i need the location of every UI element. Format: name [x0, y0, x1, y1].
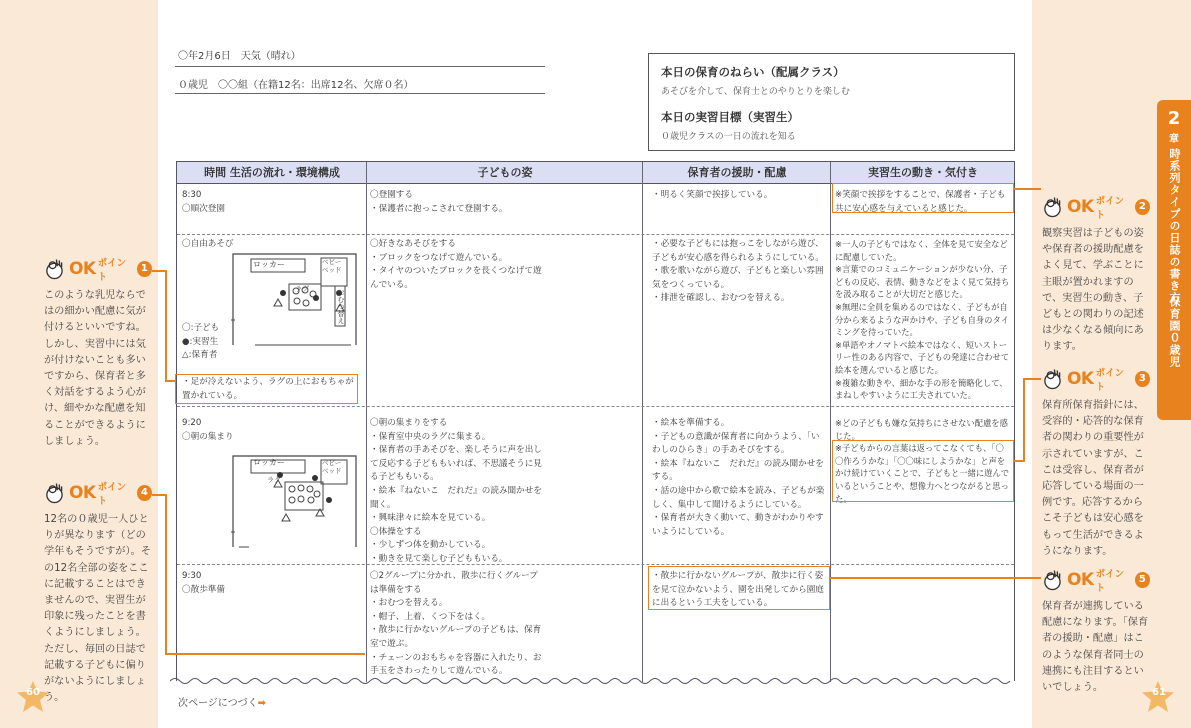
class-info: ０歳児 〇〇組（在籍12名：出席12名、欠席０名） [178, 80, 414, 91]
list-item: ※無理に全員を集めるのではなく、子どもが自分から来るような声かけや、子ども自身のタイミングを待っていた。 [835, 301, 1009, 338]
row2-child [370, 238, 542, 292]
list-item: ・チェーンのおもちゃを容器に入れたり、お手玉をさわったりして遊んでいる。 [370, 652, 542, 677]
list-item: ※言葉でのコミュニケーションが少ない分、子どもの反応、表情、動きなどをよく見て気持ちを汲み取ることが大切だと感じた。 [835, 264, 1010, 300]
ok-label: ポイント [97, 482, 127, 507]
diary-table [176, 161, 1015, 681]
aims-box [648, 53, 1015, 151]
legend-student: ●:実習生 [182, 336, 219, 347]
list-item: ・排泄を確認し、おむつを替える。 [652, 293, 790, 304]
ok-number: 3 [1135, 371, 1150, 387]
ok-point-1 [44, 252, 152, 450]
list-item: ※単語やオノマトペ絵本ではなく、短いストーリー性のある内容で、子どもの発達に合わせて絵本を選んでいると感じた。 [835, 339, 1010, 375]
ok-word: OK [1066, 369, 1094, 389]
list-item: ・散歩に行かないグループの子どもは、保育室で遊ぶ。 [370, 625, 542, 649]
connector [1023, 378, 1041, 380]
aim-title-student: 本日の実習目標（実習生） [661, 110, 799, 124]
list-item: ※笑顔で挨拶をすることで、保護者・子ども共に安心感を与えていると感じた。 [835, 190, 1006, 214]
list-item: ※どの子どもも嫌な気持ちにさせない配慮を感じた。 [835, 418, 1008, 441]
row1-flow: 〇順次登園 [182, 203, 225, 214]
header-child: 子どもの姿 [477, 166, 533, 179]
header-student: 実習生の動き・気付き [868, 166, 978, 179]
legend-teacher: △:保育者 [182, 350, 218, 361]
connector [152, 270, 166, 272]
diagram-legend [182, 322, 242, 363]
wavy-cut-line [170, 676, 1020, 686]
locker-label: ロッカー [253, 458, 285, 467]
list-item: ※子どもからの言葉は返ってこなくても、「〇〇作ろうかな」「〇〇味にしようかな」と声をかけ続けていくことで、子どもと一緒に遊んでいるということや、想像力へとつながると思った。 [835, 443, 1010, 504]
ok-hand-icon [1042, 565, 1063, 595]
page-number-left: 60 [26, 687, 40, 698]
header-teacher: 保育者の援助・配慮 [687, 166, 787, 179]
continue-label: 次ページにつづく [178, 698, 258, 709]
ok-text: 保育者が連携している配慮になります。「保育者の援助・配慮」はこのような保育者同士の連携にも注目するといいでしょう。 [1042, 601, 1149, 694]
list-item: ・保育室中央のラグに集まる。 [370, 431, 491, 442]
list-item: ・ブロックをつなげて遊んでいる。 [370, 252, 508, 263]
ok-word: OK [1066, 197, 1094, 217]
divider [175, 66, 545, 67]
list-item: 〇登園する [370, 190, 413, 200]
ok-hand-icon [1042, 364, 1063, 394]
aim-text-class: あそびを介して、保育士とのやりとりを楽しむ [661, 87, 850, 97]
highlight-box-5 [648, 566, 830, 610]
ok-point-5 [1042, 563, 1150, 696]
row2-teacher [652, 238, 828, 306]
column-divider [830, 162, 831, 682]
connector [1014, 188, 1041, 190]
chapter-tab [1157, 100, 1191, 420]
ok-number: 4 [137, 485, 152, 501]
ok-point-2 [1042, 190, 1150, 356]
header-time-flow: 時間 生活の流れ・環境構成 [204, 166, 340, 179]
ok-label: ポイント [97, 258, 127, 283]
list-item: ※複雑な動きや、細かな手の形を簡略化して、まねしやすいように工夫されていた。 [835, 377, 1008, 401]
list-item: 〇2グループに分かれ、散歩に行くグループは準備をする [370, 571, 538, 595]
list-item: ・話の途中から歌で絵本を読み、子どもが楽しく、集中して聞けるようにしている。 [652, 485, 825, 510]
continue-next-page [178, 694, 266, 709]
row4-flow: 〇散歩準備 [182, 584, 225, 595]
row4-child [370, 570, 546, 679]
list-item: ・少しずつ体を動かしている。 [370, 540, 491, 551]
diaper-label: おむつ替え [337, 289, 345, 324]
ok-text: 観察実習は子どもの姿や保育者の援助配慮をよく見て、学ぶことに主眼が置かれますので、実習生の動き、子どもとの関わりの記述は少なくなる傾向にあります。 [1042, 228, 1144, 353]
chapter-number: 2 [1167, 108, 1181, 129]
rug-label: ラグ [267, 476, 281, 484]
list-item: ・おむつを替える。 [370, 598, 448, 609]
list-item: 〇好きなあそびをする [370, 239, 456, 249]
connector [165, 380, 175, 382]
row-divider [177, 564, 1014, 565]
list-item: ・明るく笑顔で挨拶している。 [652, 190, 773, 200]
list-item: ・保護者に抱っこされて登園する。 [370, 203, 508, 214]
row3-teacher [652, 417, 828, 539]
row1-teacher [652, 189, 827, 203]
bed-label: ベビーベッド [322, 258, 342, 274]
row4-time: 9:30 [182, 571, 202, 581]
highlight-box-1 [175, 374, 358, 404]
ok-label: ポイント [1095, 368, 1125, 393]
ok-hand-icon [44, 254, 65, 284]
ok-text: このような乳児ならではの細かい配慮に気が付けるといいですね。しかし、実習中には気が付けないことも多いですから、保育者と多く対話をするよう心がけ、細やかな配慮を知ることができるようにしましょう。 [44, 290, 146, 447]
ok-text: 保育所保育指針には、受容的・応答的な保育者の関わりの重要性が示されていますが、ここは受容し、保育者が応答している場面の一例です。応答するからこそ子どもは安心感をもって生活ができるようになります。 [1042, 400, 1144, 557]
rug-label: ラグ [295, 285, 309, 293]
connector [165, 270, 167, 380]
list-item: ・必要な子どもには抱っこをしながら遊び、子どもが安心感を得られるようにしている。 [652, 239, 824, 263]
table-header [177, 162, 1014, 184]
row-divider [177, 234, 1014, 235]
list-item: 〇体操をする [370, 526, 422, 537]
row1-time-flow [182, 189, 362, 216]
connector [152, 494, 166, 496]
row4-time-flow [182, 570, 362, 597]
list-item: ・タイヤのついたブロックを長くつなげて遊んでいる。 [370, 266, 542, 290]
highlight-box-3 [832, 440, 1014, 502]
ok-text: 12名の０歳児一人ひとりが異なります（どの学年もそうですが）。その12名全部の姿をここに記載することはできませんので、実習生が印象に残ったことを書くようにしましょう。ただし、毎回の日誌で記載する子どもに偏りがないようにしましょう。 [44, 514, 151, 704]
legend-child: 〇:子ども [182, 323, 220, 333]
arrow-right-icon: ➡ [257, 698, 266, 709]
locker-label: ロッカー [253, 260, 285, 269]
ok-word: OK [68, 259, 96, 279]
list-item: ・興味津々に絵本を見ている。 [370, 513, 491, 524]
chapter-title: 時系列タイプの日誌の書き方 [1168, 148, 1181, 304]
list-item: ・保育者の手あそびを、楽しそうに声を出して反応する子どももいれば、不思議そうに見る子どももいる。 [370, 445, 542, 483]
row3-time-flow [182, 417, 362, 444]
list-item: ・散歩に行かないグループが、散歩に行く姿を見て泣かないよう、園を出発してから園庭に出るという工夫をしている。 [652, 571, 824, 609]
divider [175, 93, 545, 94]
row2-note: ・足が冷えないよう、ラグの上におもちゃが置かれている。 [182, 377, 354, 401]
row2-flow: 〇自由あそび [182, 239, 234, 249]
list-item: ・帽子、上着、くつ下をはく。 [370, 611, 491, 622]
aim-title-class: 本日の保育のねらい（配属クラス） [661, 65, 845, 79]
row3-time: 9:20 [182, 418, 202, 428]
connector [165, 653, 365, 655]
diary-date: 〇年2月6日 天気（晴れ） [178, 51, 301, 62]
chapter-subtitle: 保育園０歳児 [1168, 296, 1181, 368]
bed-label: ベビーベッド [322, 459, 342, 475]
ok-word: OK [68, 483, 96, 503]
column-divider [366, 162, 367, 682]
ok-number: 2 [1135, 199, 1150, 215]
row3-flow: 〇朝の集まり [182, 431, 234, 442]
row2-student [835, 238, 1011, 402]
ok-point-3 [1042, 362, 1150, 560]
ok-label: ポイント [1095, 569, 1125, 594]
list-item: ※一人の子どもではなく、全体を見て安全などに配慮していた。 [835, 239, 1008, 262]
chapter-label: 章 [1169, 134, 1179, 145]
list-item: 〇朝の集まりをする [370, 418, 448, 428]
list-item: ・保育者が大きく動いて、動きがわかりやすいようにしている。 [652, 513, 824, 537]
ok-word: OK [1066, 570, 1094, 590]
ok-number: 1 [137, 261, 152, 277]
connector [165, 494, 167, 654]
ok-hand-icon [44, 478, 65, 508]
row3-child [370, 417, 546, 567]
column-divider [642, 162, 643, 682]
ok-point-4 [44, 476, 152, 706]
list-item: ・子どもの意識が保育者に向かうよう、「いわしのひらき」の手あそびをする。 [652, 431, 820, 456]
page-number-right: 61 [1152, 687, 1166, 698]
connector [830, 577, 1041, 579]
row1-child [370, 189, 620, 216]
list-item: ・絵本を準備する。 [652, 418, 730, 428]
ok-hand-icon [1042, 192, 1063, 222]
ok-label: ポイント [1095, 196, 1125, 221]
row1-time: 8:30 [182, 190, 202, 200]
row-divider [177, 406, 1014, 407]
list-item: ・絵本『ねないこ だれだ』の読み聞かせを聞く。 [370, 485, 542, 510]
list-item: ・絵本『ねないこ だれだ』の読み聞かせをする。 [652, 458, 824, 483]
connector [1023, 378, 1025, 462]
ok-number: 5 [1135, 572, 1150, 588]
highlight-box-2 [832, 183, 1014, 213]
aim-text-student: ０歳児クラスの一日の流れを知る [661, 132, 796, 142]
list-item: ・動きを見て楽しむ子どももいる。 [370, 553, 508, 564]
list-item: ・歌を歌いながら遊び、子どもと楽しい雰囲気をつくっている。 [652, 266, 824, 290]
